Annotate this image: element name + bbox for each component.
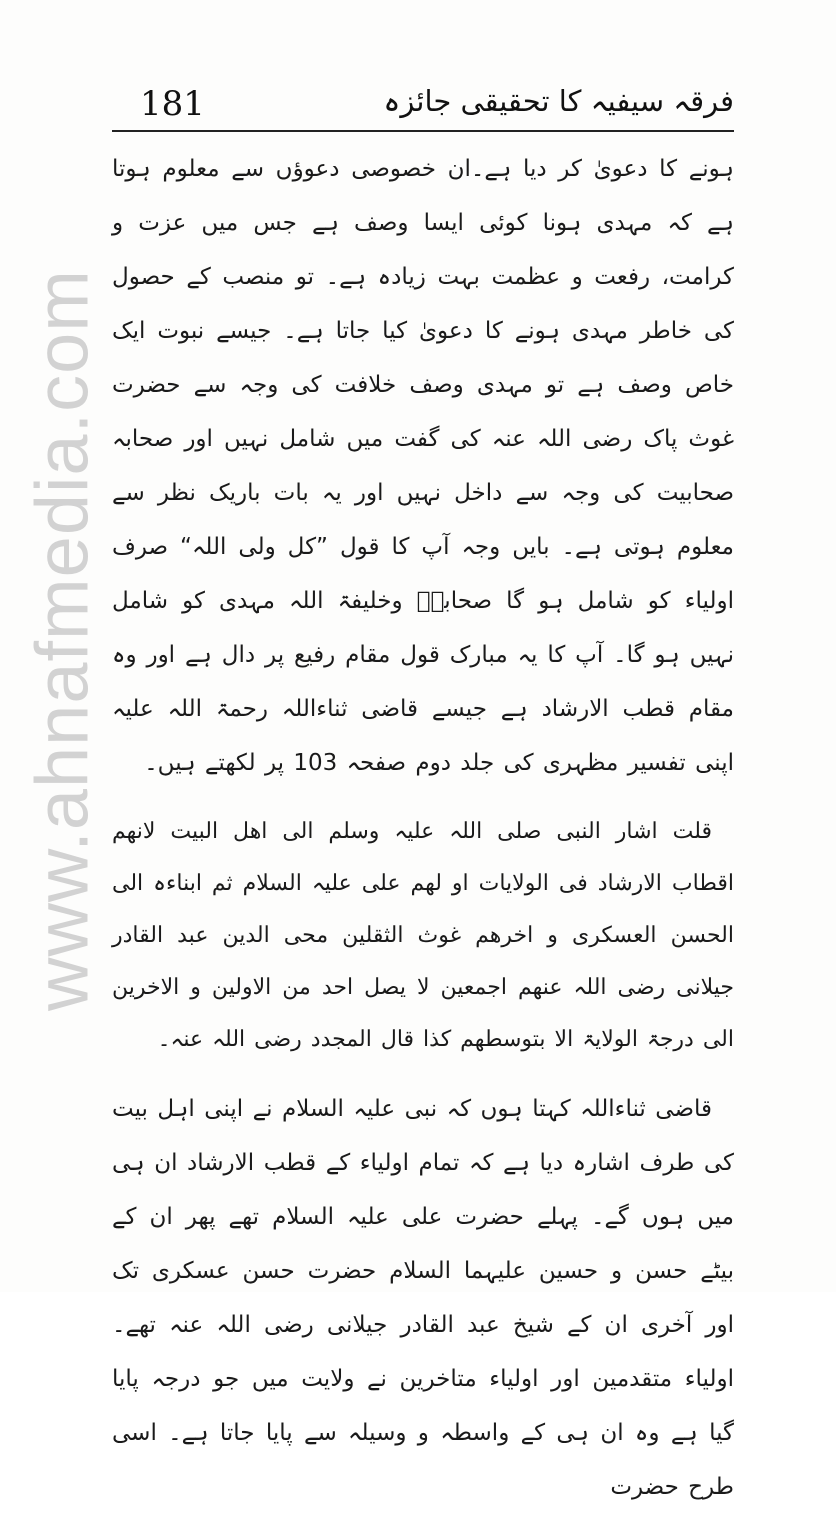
watermark-text: www.ahnafmedia.com [20,269,104,1011]
page-body [112,142,734,1514]
paragraph-arabic-quote: قلت اشار النبی صلی اللہ علیہ وسلم الی اھل البیت لانھم اقطاب الارشاد فی الولایات او لھم علی علیہ السلام ثم ابناءہ الی الحسن العسکری و اخرھم غوث الثقلین محی الدین عبد القادر جیلانی رضی اللہ عنھم اجمعین لا یصل احد من الاولین و الاخرین الی درجۃ الولایۃ الا بتوسطھم کذا قال المجدد رضی اللہ عنہ۔ [112,819,734,1052]
running-title: فرقہ سیفیہ کا تحقیقی جائزہ [383,84,734,118]
paragraph-urdu-2: قاضی ثناءاللہ کہتا ہوں کہ نبی علیہ السلام نے اپنی اہل بیت کی طرف اشارہ دیا ہے کہ تمام اولیاء کے قطب الارشاد ان ہی میں ہوں گے۔ پہلے حضرت علی علیہ السلام تھے پھر ان کے بیٹے حسن و حسین علیہما السلام حضرت حسن عسکری تک اور آخری ان کے شیخ عبد القادر جیلانی رضی اللہ عنہ تھے۔ اولیاء متقدمین اور اولیاء متاخرین نے ولایت میں جو درجہ پایا گیا ہے وہ ان ہی کے واسطہ و وسیلہ سے پایا جاتا ہے۔ اسی طرح حضرت [112,1096,734,1500]
page-number: 181 [140,84,205,124]
paragraph-urdu-1: ہونے کا دعویٰ کر دیا ہے۔ان خصوصی دعوؤں سے معلوم ہوتا ہے کہ مہدی ہونا کوئی ایسا وصف ہے جس میں عزت و کرامت، رفعت و عظمت بہت زیادہ ہے۔ تو منصب کے حصول کی خاطر مہدی ہونے کا دعویٰ کیا جاتا ہے۔ جیسے نبوت ایک خاص وصف ہے تو مہدی وصف خلافت کی وجہ سے حضرت غوث پاک رضی اللہ عنہ کی گفت میں شامل نہیں اور صحابہ صحابیت کی وجہ سے داخل نہیں اور یہ بات باریک نظر سے معلوم ہوتی ہے۔ بایں وجہ آپ کا قول ”کل ولی اللہ“ صرف اولیاء کو شامل ہو گا صحابہؓ وخلیفۃ اللہ مہدی کو شامل نہیں ہو گا۔ آپ کا یہ مبارک قول مقام رفیع پر دال ہے اور وہ مقام قطب الارشاد ہے جیسے قاضی ثناءاللہ رحمۃ اللہ علیہ اپنی تفسیر مظہری کی جلد دوم صفحہ 103 پر لکھتے ہیں۔ [112,156,734,776]
page-header [112,78,734,132]
